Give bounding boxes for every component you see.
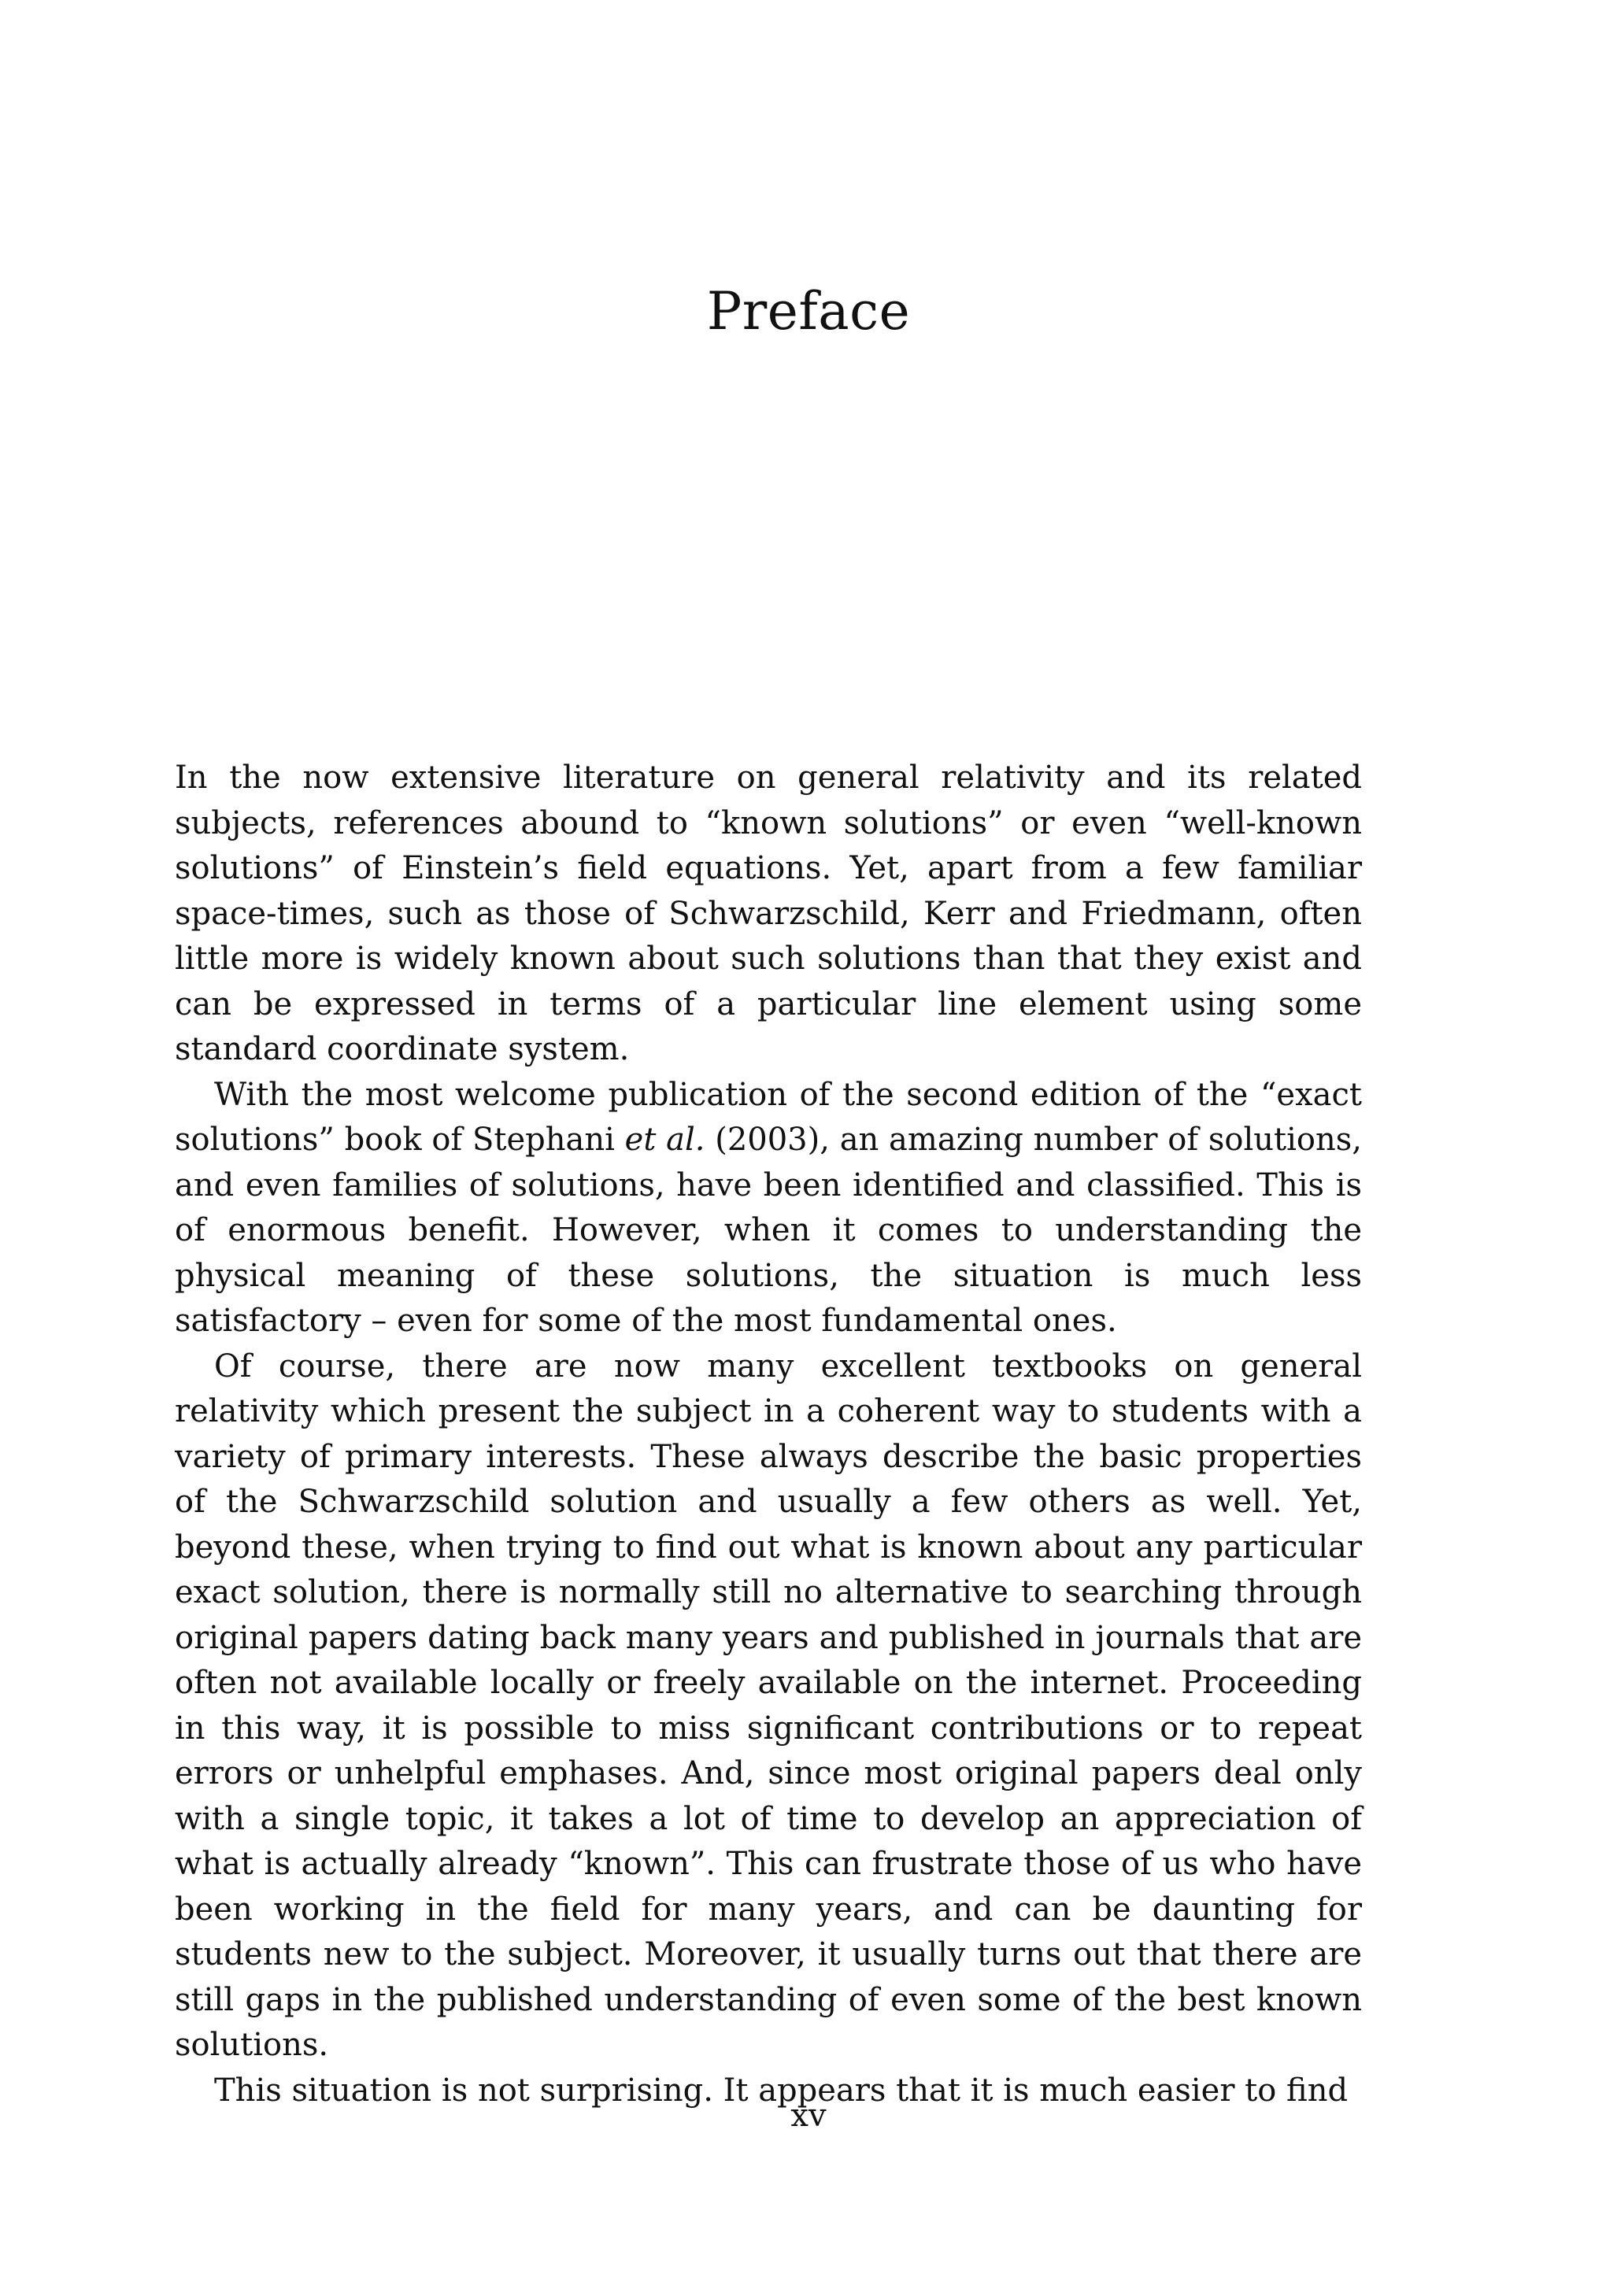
paragraph-4-text: This situation is not surprising. It appears that it is much easier to find — [214, 2072, 1349, 2109]
paragraph-3-text: Of course, there are now many excellent textbooks on general relativity which present the subject in a coherent way to students with a variety of primary interests. These always describe the basic properties of the Schwarzschild solution and usually a few others as well. Yet, beyond these, when trying to find out what is known about any particular exact solution, there is normally still no alternative to searching through original papers dating back many years and published in journals that are often not available locally or freely available on the internet. Proceeding in this way, it is possible to miss significant contributions or to repeat errors or unhelpful emphases. And, since most original papers deal only with a single topic, it takes a lot of time to develop an appreciation of what is actually already “known”. This can frustrate those of us who have been working in the field for many years, and can be daunting for students new to the subject. Moreover, it usually turns out that there are still gaps in the published understanding of even some of the best known solutions. — [175, 1348, 1362, 2063]
paragraph-2-et-al: et al. — [624, 1122, 705, 1158]
paragraph-1 — [175, 756, 1362, 1073]
page-number: xv — [790, 2098, 827, 2134]
paragraph-3 — [175, 1344, 1362, 2069]
paragraph-2-text-b: (2003), an amazing number of solutions, and even families of solutions, have been identified and classified. This is of enormous benefit. However, when it comes to understanding the physical meaning of these solutions, the situation is much less satisfactory – even for some of the most fundamental ones. — [175, 1122, 1362, 1339]
preface-body — [175, 756, 1362, 2113]
paragraph-2 — [175, 1073, 1362, 1344]
page-title: Preface — [706, 281, 911, 342]
paragraph-2-text-a: With the most welcome publication of the second edition of the “exact solutions” book of Stephani — [175, 1076, 1362, 1158]
paragraph-1-text: In the now extensive literature on general relativity and its related subjects, references abound to “known solutions” or even “well-known solutions” of Einstein’s field equations. Yet, apart from a few familiar space-times, such as those of Schwarzschild, Kerr and Friedmann, often little more is widely known about such solutions than that they exist and can be expressed in terms of a particular line element using some standard coordinate system. — [175, 760, 1362, 1067]
